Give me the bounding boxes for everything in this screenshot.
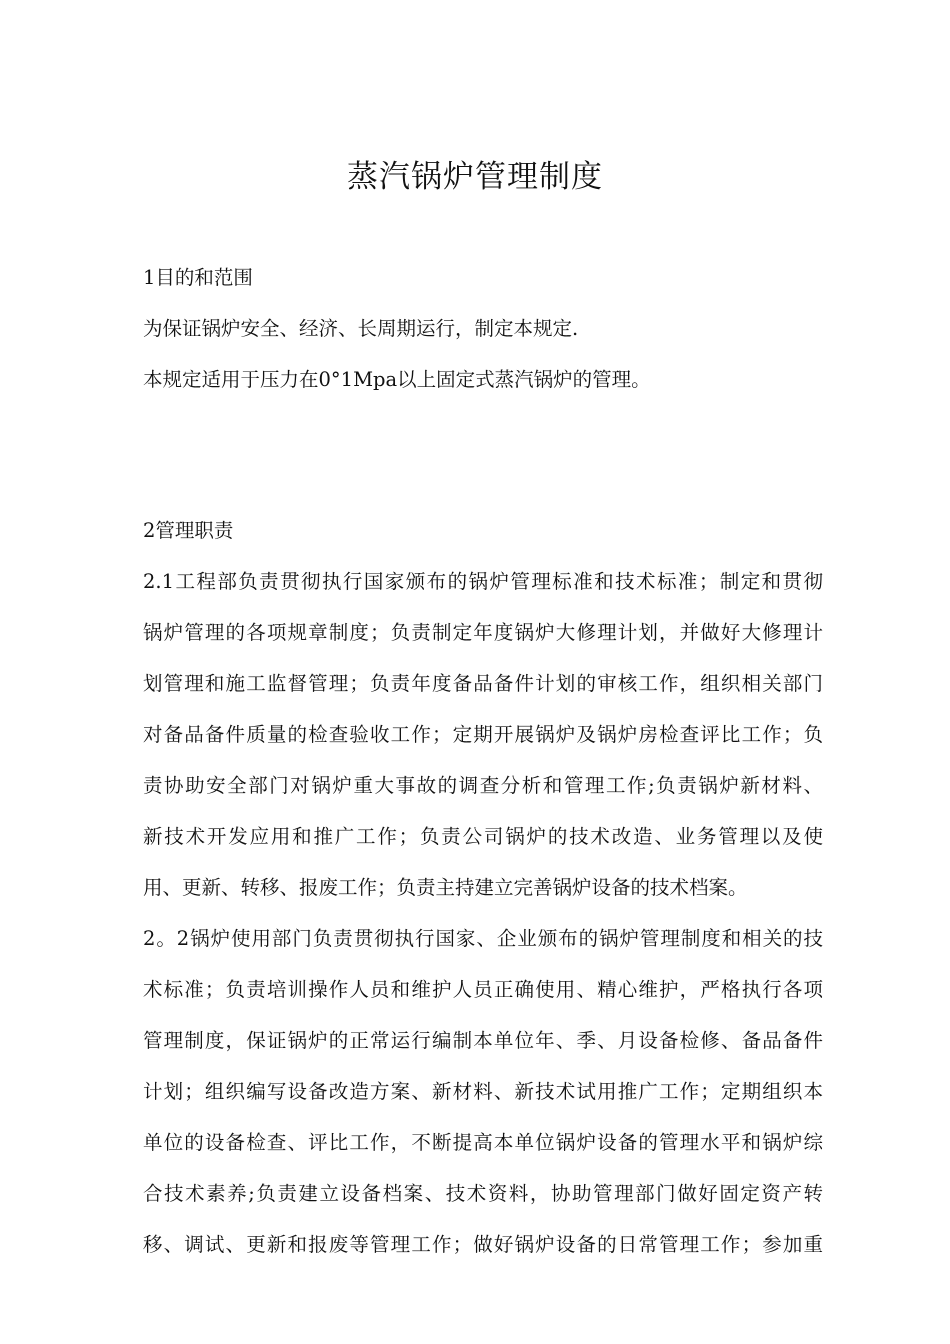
document-title: 蒸汽锅炉管理制度 [347, 159, 603, 195]
paragraph-line: 计划；组织编写设备改造方案、新材料、新技术试用推广工作；定期组织本 [143, 1080, 823, 1103]
paragraph-line: 术标准；负责培训操作人员和维护人员正确使用、精心维护，严格执行各项 [143, 978, 823, 1001]
section-heading-purpose: 1目的和范围 [143, 266, 253, 289]
document-body [143, 259, 823, 1277]
paragraph-line: 新技术开发应用和推广工作；负责公司锅炉的技术改造、业务管理以及使 [143, 825, 823, 848]
paragraph-line: 用、更新、转移、报废工作；负责主持建立完善锅炉设备的技术档案。 [143, 876, 748, 899]
paragraph-line: 单位的设备检查、评比工作，不断提高本单位锅炉设备的管理水平和锅炉综 [143, 1131, 823, 1154]
paragraph-line: 移、调试、更新和报废等管理工作；做好锅炉设备的日常管理工作；参加重 [143, 1233, 823, 1256]
paragraph-line: 合技术素养;负责建立设备档案、技术资料，协助管理部门做好固定资产转 [143, 1182, 823, 1205]
paragraph-purpose: 为保证锅炉安全、经济、长周期运行，制定本规定. [143, 317, 579, 340]
paragraph-line: 2。2锅炉使用部门负责贯彻执行国家、企业颁布的锅炉管理制度和相关的技 [143, 927, 823, 950]
paragraph-line: 划管理和施工监督管理；负责年度备品备件计划的审核工作，组织相关部门 [143, 672, 823, 695]
paragraph-scope: 本规定适用于压力在0°1Mpa以上固定式蒸汽锅炉的管理。 [143, 368, 651, 391]
paragraph-line: 锅炉管理的各项规章制度；负责制定年度锅炉大修理计划，并做好大修理计 [143, 621, 823, 644]
section-heading-responsibilities: 2管理职责 [143, 519, 234, 542]
paragraph-line: 2.1工程部负责贯彻执行国家颁布的锅炉管理标准和技术标准；制定和贯彻 [143, 570, 823, 593]
paragraph-line: 对备品备件质量的检查验收工作；定期开展锅炉及锅炉房检查评比工作；负 [143, 723, 823, 746]
paragraph-line: 管理制度，保证锅炉的正常运行编制本单位年、季、月设备检修、备品备件 [143, 1029, 823, 1052]
paragraph-2-2 [143, 920, 823, 1277]
section-spacer [143, 412, 823, 512]
paragraph-2-1 [143, 563, 823, 920]
paragraph-line: 责协助安全部门对锅炉重大事故的调查分析和管理工作;负责锅炉新材料、 [143, 774, 823, 797]
